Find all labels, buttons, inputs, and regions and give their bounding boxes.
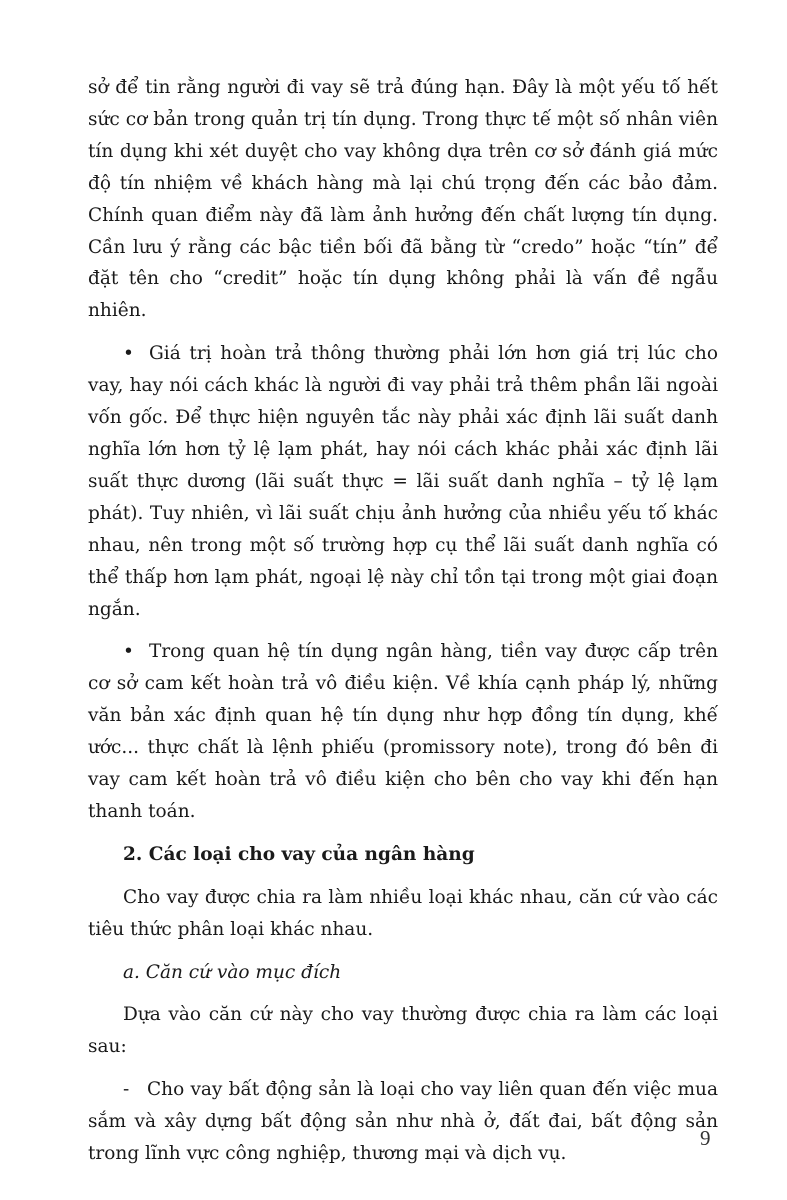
paragraph-credit-trust: sở để tin rằng người đi vay sẽ trả đúng hạn. Đây là một yếu tố hết sức cơ bản trong quản trị tín dụng. Trong thực tế một số nhân viên tín dụng khi xét duyệt cho vay không dựa trên cơ sở đánh giá mức độ tín nhiệm về khách hàng mà lại chú trọng đến các bảo đảm. Chính quan điểm này đã làm ảnh hưởng đến chất lượng tín dụng. Cần lưu ý rằng các bậc tiền bối đã bằng từ “credo” hoặc “tín” để đặt tên cho “credit” hoặc tín dụng không phải là vấn đề ngẫu nhiên. [88, 77, 718, 322]
bullet-icon: • [123, 641, 134, 663]
bullet-item-repayment-value [88, 338, 718, 625]
section-heading: 2. Các loại cho vay của ngân hàng [123, 843, 475, 865]
bullet-text: Giá trị hoàn trả thông thường phải lớn hơn giá trị lúc cho vay, hay nói cách khác là người đi vay phải trả thêm phần lãi ngoài vốn gốc. Để thực hiện nguyên tắc này phải xác định lãi suất danh nghĩa lớn hơn tỷ lệ lạm phát, hay nói cách khác phải xác định lãi suất thực dương (lãi suất thực = lãi suất danh nghĩa – tỷ lệ lạm phát). Tuy nhiên, vì lãi suất chịu ảnh hưởng của nhiều yếu tố khác nhau, nên trong một số trường hợp cụ thể lãi suất danh nghĩa có thể thấp hơn lạm phát, ngoại lệ này chỉ tồn tại trong một giai đoạn ngắn. [88, 343, 718, 620]
bullet-text: Trong quan hệ tín dụng ngân hàng, tiền vay được cấp trên cơ sở cam kết hoàn trả vô điều kiện. Về khía cạnh pháp lý, những văn bản xác định quan hệ tín dụng như hợp đồng tín dụng, khế ước... thực chất là lệnh phiếu (promissory note), trong đó bên đi vay cam kết hoàn trả vô điều kiện cho bên cho vay khi đến hạn thanh toán. [88, 641, 718, 822]
page-body [88, 72, 718, 1170]
dash-item-real-estate-loan [88, 1074, 718, 1170]
paragraph-purpose-basis: Dựa vào căn cứ này cho vay thường được chia ra làm các loại sau: [88, 1004, 718, 1058]
paragraph-loan-types: Cho vay được chia ra làm nhiều loại khác nhau, căn cứ vào các tiêu thức phân loại khác nhau. [88, 886, 718, 940]
subsection-heading: a. Căn cứ vào mục đích [123, 961, 342, 983]
page-number: 9 [700, 1126, 711, 1150]
dash-text: Cho vay bất động sản là loại cho vay liên quan đến việc mua sắm và xây dựng bất động sản như nhà ở, đất đai, bất động sản trong lĩnh vực công nghiệp, thương mại và dịch vụ. [88, 1079, 718, 1165]
dash-icon: - [123, 1079, 130, 1101]
bullet-icon: • [123, 343, 134, 365]
bullet-item-unconditional-repayment [88, 636, 718, 827]
